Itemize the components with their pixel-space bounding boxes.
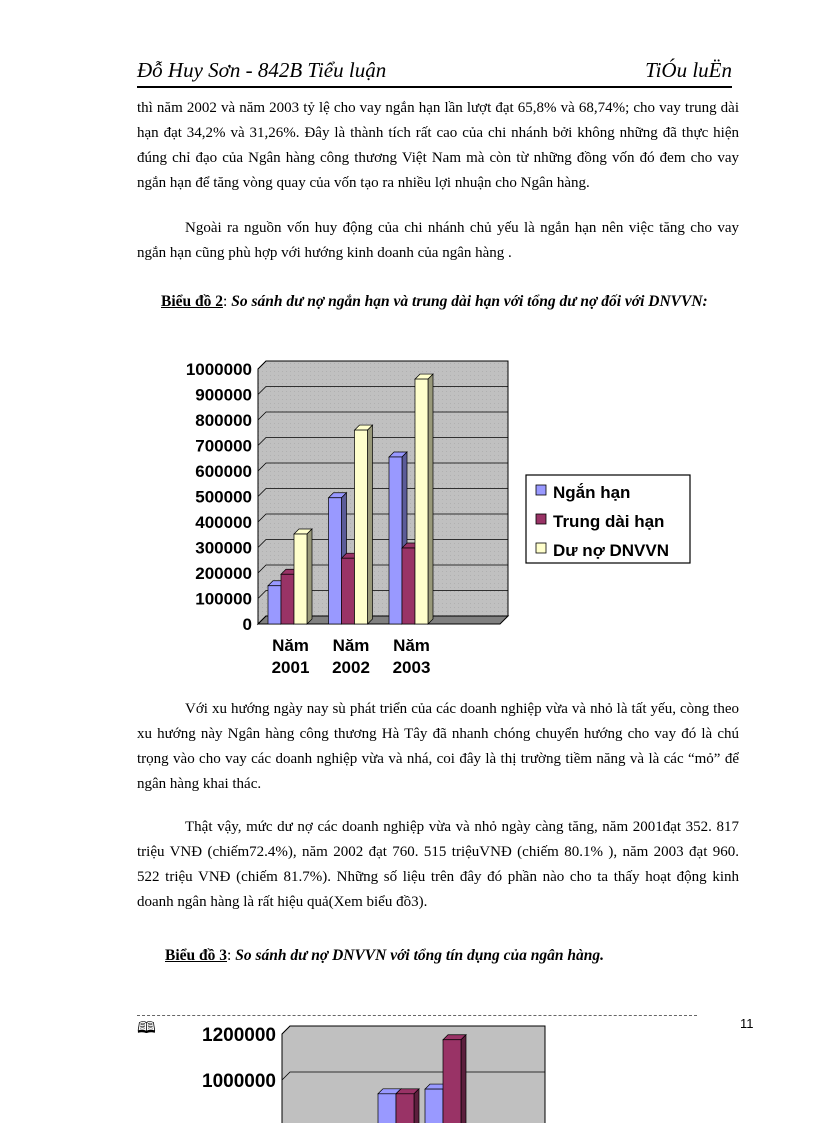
- paragraph-3: Với xu hướng ngày nay sù phát triển của các doanh nghiệp vừa và nhỏ là tất yếu, còng theo xu hướng này Ngân hàng công thương Hà Tây đã nhanh chóng chuyển hướng cho vay đó là chú trọng vào cho vay các doanh nghiệp vừa và nhá, coi đây là thị trường tiềm năng và là các “mỏ” để ngân hàng khai thác.: [137, 701, 739, 792]
- chart-2-bar: [415, 374, 433, 624]
- chart-2-bar: [294, 529, 312, 624]
- chart-2-legend-label: Dư nợ DNVVN: [553, 541, 670, 560]
- chart-2-ytick-label: 100000: [195, 589, 252, 609]
- chart-2-legend-swatch: [536, 543, 546, 553]
- chart-2-ytick-label: 800000: [195, 411, 252, 430]
- footer-divider: [137, 1015, 697, 1016]
- chart-2-ytick-label: 400000: [195, 513, 252, 532]
- chart-2-xtick-label: Năm: [393, 636, 430, 655]
- chart-2: [150, 355, 710, 685]
- chart-2-ytick-label: 900000: [195, 385, 252, 405]
- chart-3-caption-label: Biểu đồ 3: [165, 947, 228, 964]
- chart-2-xtick-label: Năm: [332, 636, 370, 655]
- chart-2-ytick-label: 0: [242, 615, 252, 634]
- chart-2-ytick-label: 700000: [195, 436, 252, 456]
- chart-2-caption-label: Biểu đồ 2: [161, 293, 224, 310]
- chart-2-ytick-label: 300000: [195, 538, 252, 558]
- chart-3-caption-text: So sánh dư nợ DNVVN với tổng tín dụng của ngân hàng.: [235, 947, 604, 964]
- chart-2-caption-text: So sánh dư nợ ngắn hạn và trung dài hạn với tổng dư nợ đối với DNVVN:: [231, 293, 708, 310]
- chart-2-caption-sep: :: [223, 293, 232, 310]
- chart-2-legend-swatch: [536, 514, 546, 524]
- book-icon: 🕮: [137, 1018, 156, 1037]
- chart-2-legend-label: Trung dài hạn: [553, 512, 665, 531]
- chart-2-xtick-label: 2002: [332, 658, 370, 677]
- header-title: TiÓu luËn: [645, 58, 732, 82]
- chart-2-xtick-label: 2003: [392, 658, 431, 677]
- paragraph-2: Ngoài ra nguồn vốn huy động của chi nhánh chủ yếu là ngắn hạn nên việc tăng cho vay ngắn hạn cũng phù hợp với hướng kinh doanh của ngân hàng .: [137, 220, 739, 261]
- chart-2-caption: [137, 289, 742, 314]
- chart-2-legend-swatch: [536, 485, 546, 495]
- paragraph-4: Thật vậy, mức dư nợ các doanh nghiệp vừa và nhỏ ngày càng tăng, năm 2001đạt 352. 817 triệu VNĐ (chiếm72.4%), năm 2002 đạt 760. 515 triệuVNĐ (chiếm 80.1% ), năm 2003 đạt 960. 522 triệu VNĐ (chiếm 81.7%). Những số liệu trên đây đó phần nào cho ta thấy hoạt động kinh doanh ngân hàng là rất hiệu quả(Xem biểu đồ3).: [137, 819, 739, 910]
- chart-2-ytick-label: 600000: [195, 462, 252, 481]
- chart-2-ytick-label: 500000: [195, 487, 252, 507]
- paragraph-1: thì năm 2002 và năm 2003 tỷ lệ cho vay ngắn hạn lần lượt đạt 65,8% và 68,74%; cho vay trung dài hạn đạt 34,2% và 31,26%. Đây là thành tích rất cao của chi nhánh bởi không những đã thực hiện đúng chỉ đạo của Ngân hàng công thương Việt Nam mà còn từ những đồng vốn đó đem cho vay ngắn hạn để tăng vòng quay của vốn tạo ra nhiều lợi nhuận cho Ngân hàng.: [137, 100, 739, 191]
- chart-2-ytick-label: 1000000: [185, 360, 252, 379]
- chart-3-caption-sep: :: [227, 947, 236, 964]
- chart-2-xtick-label: 2001: [271, 658, 310, 677]
- chart-3-ytick-label: 1200000: [202, 1025, 276, 1046]
- chart-3-bar: [443, 1035, 466, 1123]
- chart-2-bar: [355, 425, 373, 624]
- chart-3: [150, 1018, 570, 1123]
- page-header: [137, 56, 732, 88]
- chart-2-xtick-label: Năm: [272, 636, 309, 655]
- chart-3-ytick-label: 1000000: [202, 1071, 276, 1092]
- page-number: 11: [740, 1016, 754, 1031]
- chart-3-caption: [165, 943, 745, 968]
- chart-3-bar: [396, 1089, 419, 1123]
- chart-2-ytick-label: 200000: [195, 564, 252, 583]
- header-author: Đỗ Huy Sơn - 842B Tiểu luận: [137, 58, 387, 82]
- chart-2-legend-label: Ngắn hạn: [553, 483, 631, 502]
